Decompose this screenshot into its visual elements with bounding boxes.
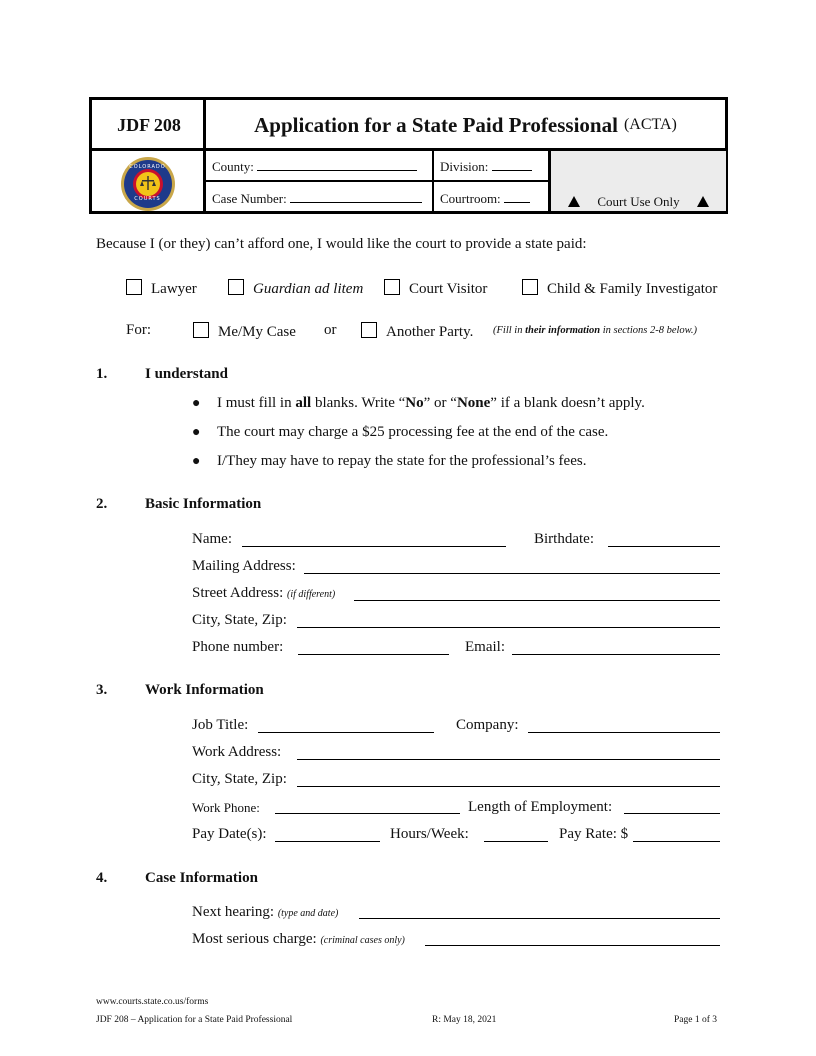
bullet-2-text: The court may charge a $25 processing fee at the end of the case. xyxy=(217,424,609,440)
division-field[interactable] xyxy=(440,159,532,175)
job-title-input[interactable] xyxy=(258,732,434,733)
court-use-only-box xyxy=(551,151,726,211)
section-3-title: Work Information xyxy=(145,682,264,698)
phone-input[interactable] xyxy=(298,654,449,655)
section-2-title: Basic Information xyxy=(145,496,262,512)
colorado-courts-seal-icon xyxy=(120,156,176,212)
court-visitor-checkbox[interactable] xyxy=(384,279,400,295)
for-me-label: Me/My Case xyxy=(218,324,296,340)
section-3-number: 3. xyxy=(96,682,108,698)
option-guardian[interactable] xyxy=(228,279,363,298)
b1-bold-none: None xyxy=(456,395,491,411)
bullet-1-text xyxy=(217,395,645,412)
option-court-visitor[interactable] xyxy=(384,279,487,298)
bullet-icon: ● xyxy=(192,425,201,440)
section-1-title: I understand xyxy=(145,366,228,382)
for-another[interactable] xyxy=(361,322,473,341)
lawyer-checkbox[interactable] xyxy=(126,279,142,295)
court-use-label: Court Use Only xyxy=(597,194,680,209)
email-input[interactable] xyxy=(512,654,720,655)
name-input[interactable] xyxy=(242,546,506,547)
work-city-state-zip-input[interactable] xyxy=(297,786,720,787)
fill-note-bold: their information xyxy=(525,325,601,336)
option-cfi[interactable] xyxy=(522,279,717,298)
pay-dates-label: Pay Date(s): xyxy=(192,826,267,842)
seal-text-bottom: COURTS xyxy=(134,196,161,202)
length-employment-label: Length of Employment: xyxy=(468,799,613,815)
form-id: JDF 208 xyxy=(117,114,181,135)
option-cfi-label: Child & Family Investigator xyxy=(547,281,718,297)
option-lawyer-label: Lawyer xyxy=(151,281,197,297)
option-guardian-label: Guardian ad litem xyxy=(253,281,364,297)
fill-note-prefix: (Fill in xyxy=(493,325,526,336)
seal-text-top: COLORADO xyxy=(129,164,166,170)
section-4-number: 4. xyxy=(96,870,108,886)
b1-pre: I must fill in xyxy=(217,395,296,411)
for-another-label: Another Party. xyxy=(386,324,474,340)
b1-post: ” if a blank doesn’t apply. xyxy=(490,395,645,411)
work-phone-label: Work Phone: xyxy=(192,800,260,815)
serious-charge-note: (criminal cases only) xyxy=(320,935,405,946)
courtroom-field[interactable] xyxy=(440,191,530,207)
next-hearing-note: (type and date) xyxy=(277,908,339,919)
footer-revision: R: May 18, 2021 xyxy=(432,1015,497,1025)
name-label: Name: xyxy=(192,531,232,547)
b1-bold-no: No xyxy=(405,395,424,411)
serious-charge-input[interactable] xyxy=(425,945,720,946)
division-label: Division: xyxy=(440,159,489,174)
form-title-suffix: (ACTA) xyxy=(623,116,677,133)
intro-statement: Because I (or they) can’t afford one, I would like the court to provide a state paid: xyxy=(96,236,587,252)
arrow-up-icon xyxy=(697,196,709,207)
another-party-checkbox[interactable] xyxy=(361,322,377,338)
for-label: For: xyxy=(126,322,152,338)
pay-rate-input[interactable] xyxy=(633,841,720,842)
form-header-table xyxy=(89,97,728,214)
case-number-field[interactable] xyxy=(212,191,422,207)
length-employment-input[interactable] xyxy=(624,813,720,814)
case-number-label: Case Number: xyxy=(212,191,287,206)
form-title-text: Application for a State Paid Professional xyxy=(254,112,618,137)
serious-charge-text: Most serious charge: xyxy=(192,931,317,947)
me-checkbox[interactable] xyxy=(193,322,209,338)
birthdate-input[interactable] xyxy=(608,546,720,547)
street-address-input[interactable] xyxy=(354,600,720,601)
next-hearing-input[interactable] xyxy=(359,918,720,919)
work-address-input[interactable] xyxy=(297,759,720,760)
work-phone-input[interactable] xyxy=(275,813,460,814)
hours-week-label: Hours/Week: xyxy=(390,826,469,842)
cfi-checkbox[interactable] xyxy=(522,279,538,295)
birthdate-label: Birthdate: xyxy=(534,531,594,547)
job-title-label: Job Title: xyxy=(192,717,249,733)
email-label: Email: xyxy=(465,639,505,655)
form-title xyxy=(206,100,725,150)
street-address-text: Street Address: xyxy=(192,585,284,601)
footer-url: www.courts.state.co.us/forms xyxy=(96,997,209,1007)
bullet-icon: ● xyxy=(192,454,201,469)
street-address-label xyxy=(192,585,335,602)
work-address-label: Work Address: xyxy=(192,744,282,760)
hours-week-input[interactable] xyxy=(484,841,548,842)
next-hearing-label xyxy=(192,904,338,921)
mailing-address-label: Mailing Address: xyxy=(192,558,296,574)
phone-label: Phone number: xyxy=(192,639,284,655)
work-city-state-zip-label: City, State, Zip: xyxy=(192,771,287,787)
arrow-up-icon xyxy=(568,196,580,207)
or-label: or xyxy=(324,322,337,338)
b1-mid2: ” or “ xyxy=(423,395,457,411)
city-state-zip-label: City, State, Zip: xyxy=(192,612,287,628)
mailing-address-input[interactable] xyxy=(304,573,720,574)
section-4-title: Case Information xyxy=(145,870,258,886)
b1-bold-all: all xyxy=(295,395,312,411)
serious-charge-label xyxy=(192,931,405,948)
bullet-3-text: I/They may have to repay the state for the professional’s fees. xyxy=(217,453,587,469)
for-me[interactable] xyxy=(193,322,296,341)
pay-dates-input[interactable] xyxy=(275,841,380,842)
option-lawyer[interactable] xyxy=(126,279,197,298)
courtroom-label: Courtroom: xyxy=(440,191,501,206)
guardian-checkbox[interactable] xyxy=(228,279,244,295)
county-field[interactable] xyxy=(212,159,417,175)
bullet-icon: ● xyxy=(192,396,201,411)
next-hearing-text: Next hearing: xyxy=(192,904,275,920)
footer-page: Page 1 of 3 xyxy=(674,1015,718,1025)
fill-note xyxy=(493,325,697,336)
fill-note-suffix: in sections 2-8 below.) xyxy=(600,325,697,336)
pay-rate-label: Pay Rate: $ xyxy=(559,826,629,842)
section-1-number: 1. xyxy=(96,366,108,382)
city-state-zip-input[interactable] xyxy=(297,627,720,628)
company-input[interactable] xyxy=(528,732,720,733)
footer-form-line: JDF 208 – Application for a State Paid Professional xyxy=(96,1015,293,1025)
section-2-number: 2. xyxy=(96,496,108,512)
street-address-note: (if different) xyxy=(287,589,336,600)
county-label: County: xyxy=(212,159,254,174)
company-label: Company: xyxy=(456,717,519,733)
option-court-visitor-label: Court Visitor xyxy=(409,281,488,297)
b1-mid: blanks. Write “ xyxy=(311,395,406,411)
